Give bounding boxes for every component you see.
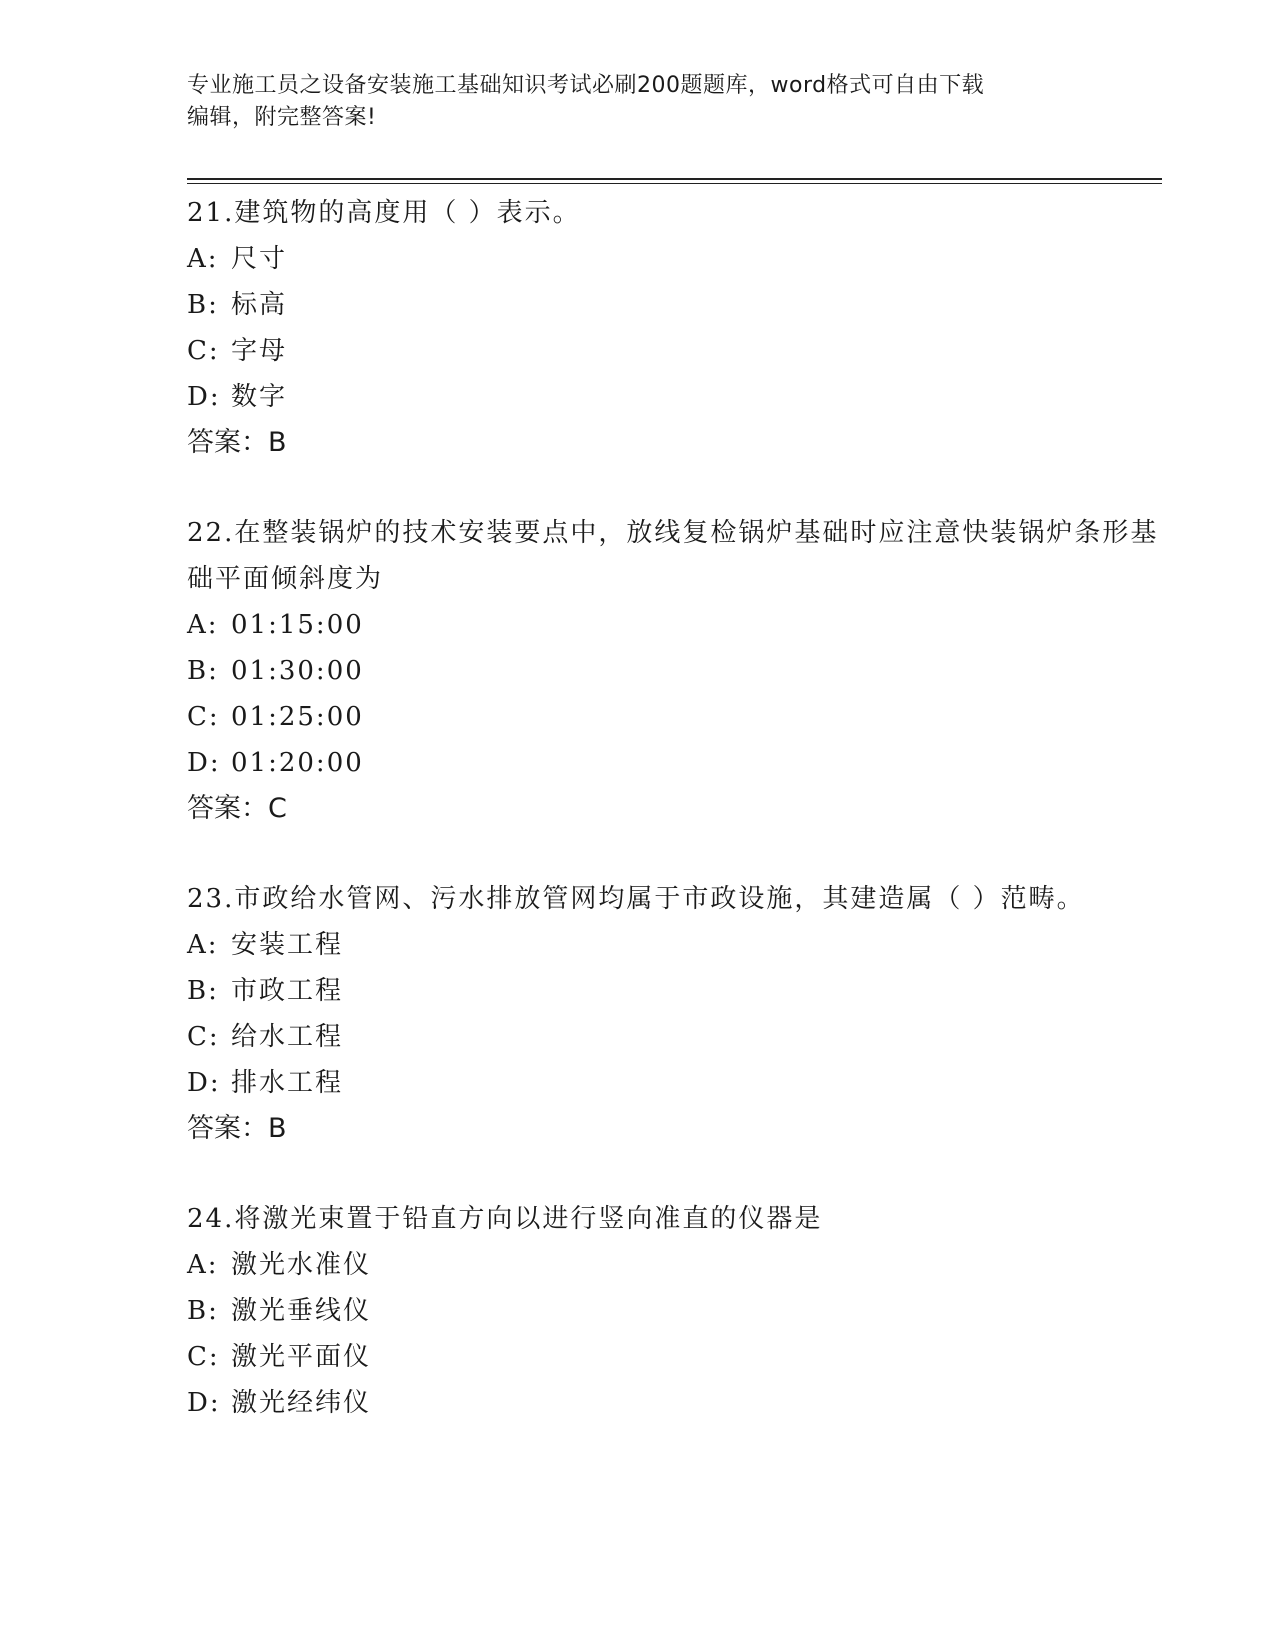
- option-text: 激光平面仪: [231, 1342, 372, 1372]
- question-text: 23.市政给水管网、污水排放管网均属于市政设施，其建造属（ ）范畴。: [187, 884, 1085, 914]
- document-header: [187, 70, 1077, 134]
- option-b: [187, 648, 1162, 694]
- option-d: [187, 1060, 1162, 1106]
- header-title-line-1: 专业施工员之设备安装施工基础知识考试必刷200题题库，word格式可自由下载: [187, 73, 985, 98]
- option-text: 给水工程: [231, 1022, 344, 1052]
- option-letter: C:: [187, 336, 220, 366]
- option-b: [187, 282, 1162, 328]
- option-text: 01:25:00: [231, 702, 364, 732]
- option-letter: D:: [187, 1068, 221, 1098]
- option-d: [187, 1380, 1162, 1426]
- option-d: [187, 374, 1162, 420]
- header-divider-thin: [187, 183, 1162, 184]
- question-text: 24.将激光束置于铅直方向以进行竖向准直的仪器是: [187, 1204, 823, 1234]
- option-text: 01:20:00: [231, 748, 364, 778]
- option-text: 市政工程: [231, 976, 344, 1006]
- option-letter: C:: [187, 1342, 220, 1372]
- option-c: [187, 1334, 1162, 1380]
- option-letter: C:: [187, 702, 220, 732]
- question-22: [187, 510, 1162, 832]
- option-c: [187, 328, 1162, 374]
- answer-line: 答案：B: [187, 1113, 287, 1144]
- header-divider-thick: [187, 178, 1162, 180]
- option-b: [187, 1288, 1162, 1334]
- option-letter: D:: [187, 1388, 221, 1418]
- option-letter: A:: [187, 244, 219, 274]
- option-d: [187, 740, 1162, 786]
- answer-line: 答案：C: [187, 793, 287, 824]
- option-text: 01:30:00: [231, 656, 364, 686]
- option-a: [187, 236, 1162, 282]
- option-a: [187, 922, 1162, 968]
- option-text: 尺寸: [231, 244, 288, 274]
- option-text: 标高: [231, 290, 288, 320]
- option-text: 字母: [231, 336, 288, 366]
- option-text: 01:15:00: [231, 610, 364, 640]
- option-text: 激光水准仪: [231, 1250, 372, 1280]
- header-title-line-2: 编辑，附完整答案!: [187, 105, 377, 130]
- question-23: [187, 876, 1162, 1152]
- option-a: [187, 1242, 1162, 1288]
- option-text: 激光垂线仪: [231, 1296, 372, 1326]
- option-text: 激光经纬仪: [231, 1388, 372, 1418]
- option-letter: B:: [187, 656, 219, 686]
- question-24: [187, 1196, 1162, 1426]
- option-letter: A:: [187, 930, 219, 960]
- option-text: 排水工程: [231, 1068, 344, 1098]
- question-21: [187, 190, 1162, 466]
- option-text: 安装工程: [231, 930, 344, 960]
- question-text: 21.建筑物的高度用（ ）表示。: [187, 198, 581, 228]
- question-list: [187, 190, 1162, 1470]
- option-letter: B:: [187, 976, 219, 1006]
- option-letter: D:: [187, 382, 221, 412]
- question-text: 22.在整装锅炉的技术安装要点中，放线复检锅炉基础时应注意快装锅炉条形基础平面倾斜度为: [187, 518, 1159, 594]
- option-text: 数字: [231, 382, 288, 412]
- option-letter: B:: [187, 1296, 219, 1326]
- option-letter: A:: [187, 1250, 219, 1280]
- option-a: [187, 602, 1162, 648]
- option-letter: B:: [187, 290, 219, 320]
- option-b: [187, 968, 1162, 1014]
- answer-line: 答案：B: [187, 427, 287, 458]
- option-c: [187, 1014, 1162, 1060]
- option-letter: A:: [187, 610, 219, 640]
- option-letter: D:: [187, 748, 221, 778]
- option-letter: C:: [187, 1022, 220, 1052]
- option-c: [187, 694, 1162, 740]
